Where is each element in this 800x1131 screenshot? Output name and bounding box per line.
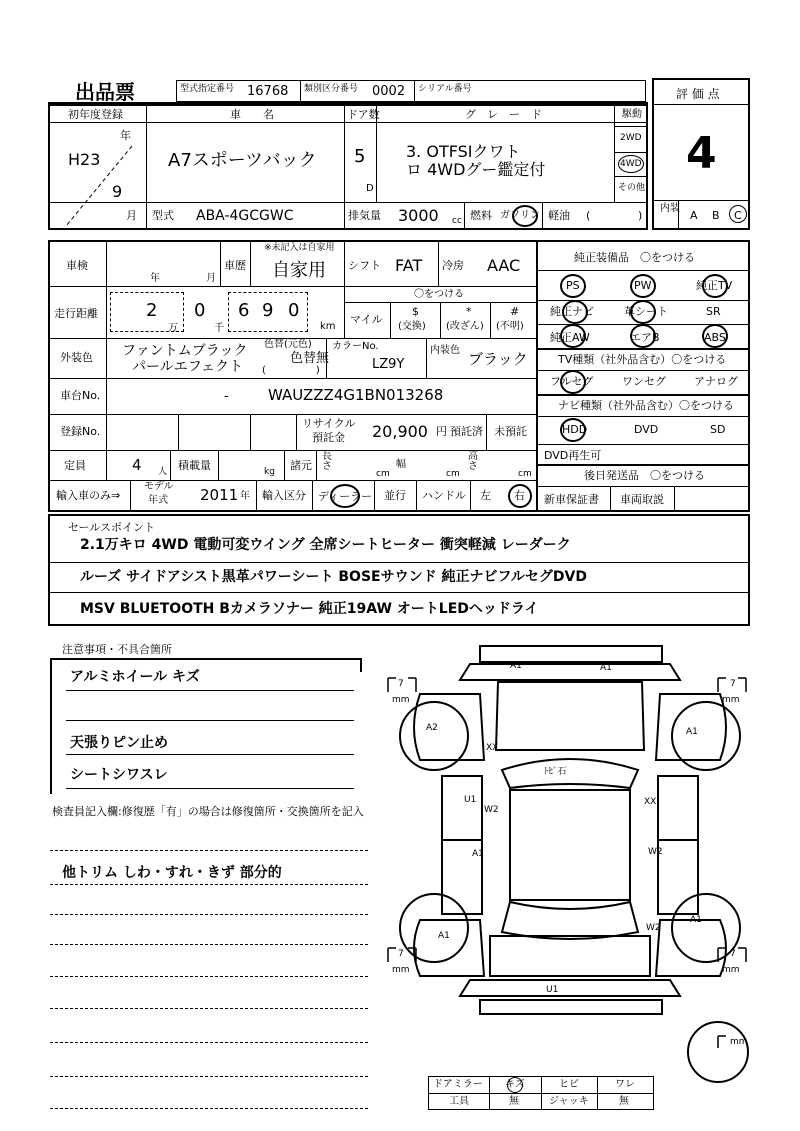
- drive-other: その他: [618, 183, 646, 193]
- chassis-value: WAUZZZ4G1BN013268: [268, 386, 444, 404]
- mileage-digit: 6: [238, 300, 250, 321]
- note-line: アルミホイール キズ: [70, 669, 200, 685]
- circle-mark: [512, 205, 538, 227]
- mileage-opt3-text: (不明): [496, 321, 524, 332]
- auth-no-label: 型式指定番号: [180, 84, 235, 94]
- handle-right: 右: [514, 489, 525, 502]
- paren-close: ): [638, 209, 643, 222]
- acc-scratch: キズ: [505, 1079, 525, 1090]
- damage-mark: U1: [464, 795, 477, 805]
- sales-point-line: ルーズ サイドアシスト黒革パワーシート BOSEサウンド 純正ナビフルセグDVD: [80, 569, 587, 585]
- damage-mark: ﾄﾋﾞ石: [544, 767, 567, 777]
- mileage-opt1-sym: $: [412, 305, 419, 318]
- note-line: シートシワスレ: [70, 767, 168, 783]
- circle-mark: [562, 300, 588, 324]
- equipment-table: [536, 240, 750, 512]
- color-no-value: LZ9Y: [372, 357, 405, 372]
- damage-mark: XX: [644, 797, 657, 807]
- damage-mark: W2: [646, 923, 661, 933]
- score-value: 4: [686, 128, 717, 179]
- displacement-label: 排気量: [348, 209, 381, 222]
- dims-unit: cm: [446, 469, 460, 479]
- recycle-label1: リサイクル: [302, 417, 356, 430]
- mileage-sen: 千: [214, 323, 224, 334]
- tire-depth: 7: [398, 679, 404, 689]
- shift-value: FAT: [395, 256, 423, 275]
- tire-unit: mm: [730, 1037, 748, 1047]
- circle-mark: [630, 274, 656, 298]
- equip-ps: PS: [566, 279, 580, 292]
- dims-length-label: 長さ: [322, 451, 332, 472]
- navi-dvd: DVD: [634, 423, 659, 436]
- dims-unit: cm: [518, 469, 532, 479]
- equip-navi: 純正ナビ: [550, 305, 594, 318]
- docs-manual: 車両取説: [620, 493, 664, 506]
- first-reg-month: 9: [112, 182, 123, 201]
- acc-crack: ヒビ: [559, 1079, 579, 1090]
- mileage-man: 万: [168, 323, 178, 334]
- history-note: ※未記入は自家用: [264, 243, 335, 253]
- score-box: [652, 78, 750, 230]
- load-unit: kg: [264, 467, 275, 477]
- damage-mark: A1: [690, 915, 702, 925]
- car-name-label: 車 名: [230, 108, 274, 121]
- import-category-label: 輸入区分: [262, 489, 306, 502]
- navi-sd: SD: [710, 423, 726, 436]
- handle-left: 左: [480, 489, 491, 502]
- class-no-label: 類別区分番号: [304, 84, 359, 94]
- circle-mark: [560, 370, 586, 394]
- ac-label: 冷房: [442, 259, 464, 272]
- acc-mirror-label: ドアミラー: [433, 1079, 483, 1090]
- damage-mark: U1: [546, 985, 559, 995]
- recycle-status1: 預託済: [450, 425, 483, 438]
- tv-oneseg: ワンセグ: [622, 375, 666, 388]
- circle-mark: [618, 155, 644, 173]
- color-no-label: カラーNo.: [332, 341, 379, 352]
- damage-mark: A1: [438, 931, 450, 941]
- recycle-status2: 未預託: [494, 425, 527, 438]
- equip-sr: SR: [706, 305, 721, 318]
- circle-mark: [330, 484, 360, 508]
- damage-mark: A2: [426, 723, 438, 733]
- tire-unit: mm: [722, 695, 740, 705]
- mileage-opt3-sym: #: [510, 305, 520, 318]
- first-reg-era: H23: [68, 150, 101, 169]
- sales-points-box: [48, 514, 750, 626]
- model-year-value: 2011: [200, 486, 239, 504]
- tire-depth: 7: [730, 679, 736, 689]
- model-label: 型式: [152, 209, 174, 222]
- mileage-opt2-sym: *: [466, 305, 472, 318]
- interior-grade-c: C: [734, 209, 742, 222]
- score-label: 評 価 点: [676, 87, 720, 101]
- exterior-color1: ファントムブラック: [122, 343, 248, 359]
- acc-jack-value: 無: [619, 1096, 629, 1107]
- equip-aw: 純正AW: [550, 331, 590, 344]
- acc-tools-value: 無: [509, 1096, 519, 1107]
- equip-leather: 革シート: [624, 305, 668, 318]
- inspector-label: 検査員記入欄:修復歴「有」の場合は修復箇所・交換箇所を記入: [52, 805, 364, 818]
- equip-abs: ABS: [704, 331, 726, 344]
- doors-value: 5: [354, 146, 366, 167]
- shift-label: シフト: [348, 259, 381, 272]
- inspection-year: 年: [150, 273, 160, 284]
- capacity-label: 定員: [64, 459, 86, 472]
- damage-mark: W2: [484, 805, 499, 815]
- recycle-unit: 円: [436, 425, 447, 438]
- sales-points-label: セールスポイント: [68, 521, 156, 534]
- exterior-change-label: 色替(元色): [264, 339, 312, 350]
- mileage-digit: 0: [288, 300, 300, 321]
- mileage-unit: km: [320, 321, 336, 332]
- grade-line1: 3. OTFSIクワト: [406, 142, 521, 161]
- tire-depth: 7: [398, 949, 404, 959]
- note-line: 天張りピン止め: [70, 735, 168, 751]
- circle-mark: [630, 300, 656, 324]
- tv-analog: アナログ: [694, 375, 738, 388]
- dims-label: 諸元: [290, 459, 312, 472]
- first-reg-label: 初年度登録: [68, 108, 123, 121]
- damage-mark: A1: [472, 849, 484, 859]
- dims-height-label: 高さ: [468, 451, 478, 472]
- interior-grade-label: 内装: [660, 203, 680, 214]
- acc-tools-label: 工具: [449, 1096, 469, 1107]
- navi-title: ナビ種類（社外品含む）〇をつける: [558, 399, 734, 412]
- tire-depth: 7: [730, 949, 736, 959]
- exterior-label: 外装色: [60, 351, 93, 364]
- tv-fullseg: フルセグ: [550, 375, 594, 388]
- tv-title: TV種類（社外品含む）〇をつける: [558, 353, 727, 366]
- displacement-unit: cc: [452, 216, 462, 226]
- circle-mark: [702, 324, 728, 348]
- equip-airbag: エアB: [630, 331, 660, 344]
- exterior-change-value: 色替無: [290, 351, 330, 366]
- equip-tv: 純正TV: [696, 279, 733, 292]
- serial-label: シリアル番号: [418, 84, 472, 94]
- dims-width-label: 幅: [396, 459, 406, 470]
- damage-mark: W2: [648, 847, 663, 857]
- drive-4wd: 4WD: [620, 159, 642, 169]
- fuel-label: 燃料: [470, 209, 492, 222]
- interior-value: ブラック: [468, 350, 528, 368]
- damage-mark: A1: [686, 727, 698, 737]
- model-year-label2: 年式: [148, 495, 168, 506]
- first-reg-month-unit: 月: [126, 209, 137, 222]
- fuel-selected: ガソリン: [500, 210, 540, 221]
- recycle-value: 20,900: [372, 422, 428, 441]
- circle-mark: [507, 1077, 523, 1093]
- circle-mark: [702, 274, 728, 298]
- recycle-label2: 預託金: [312, 431, 345, 444]
- mileage-circle-label: 〇をつける: [414, 289, 464, 300]
- damage-marks: [426, 661, 702, 995]
- import-parallel: 並行: [384, 489, 406, 502]
- circle-mark: [630, 324, 656, 348]
- damage-mark: A1: [510, 661, 522, 671]
- tire-unit: mm: [392, 965, 410, 975]
- circle-mark: [560, 418, 586, 442]
- history-value: 自家用: [272, 260, 326, 281]
- drive-label: 駆動: [622, 109, 642, 120]
- import-dealer: ディーラー: [318, 490, 373, 503]
- mileage-mile: マイル: [350, 313, 383, 326]
- model-year-label1: モデル: [144, 481, 174, 492]
- notes-label: 注意事項・不具合箇所: [62, 643, 172, 656]
- grade-label: グ レ ー ド: [465, 108, 542, 121]
- damage-mark: A1: [600, 663, 612, 673]
- exterior-color2: パールエフェクト: [132, 359, 244, 375]
- docs-warranty: 新車保証書: [544, 493, 599, 506]
- first-reg-slash: [64, 144, 134, 228]
- interior-label: 内装色: [430, 345, 460, 356]
- exterior-paren: ( ): [262, 365, 320, 376]
- drive-2wd: 2WD: [620, 133, 642, 143]
- vehicle-detail-table: [48, 240, 538, 512]
- class-no: 0002: [372, 84, 406, 99]
- damage-mark: XX: [486, 743, 499, 753]
- accessories-table: [428, 1076, 654, 1110]
- chassis-dash: -: [224, 389, 229, 404]
- displacement-value: 3000: [398, 206, 439, 225]
- first-reg-year-unit: 年: [120, 129, 131, 142]
- chassis-label: 車台No.: [60, 389, 101, 402]
- circle-mark: [508, 484, 532, 508]
- capacity-value: 4: [132, 456, 142, 474]
- registration-label: 登録No.: [60, 425, 101, 438]
- circle-mark: [729, 205, 747, 223]
- handle-label: ハンドル: [422, 489, 466, 502]
- tire-unit: mm: [722, 965, 740, 975]
- inspection-label: 車検: [66, 259, 88, 272]
- car-name-value: A7スポーツバック: [168, 150, 317, 171]
- model-value: ABA-4GCGWC: [196, 208, 294, 224]
- vehicle-basic-table: [48, 104, 648, 230]
- auth-no: 16768: [247, 84, 289, 99]
- equipment-title: 純正装備品 〇をつける: [574, 251, 695, 264]
- tire-unit: mm: [392, 695, 410, 705]
- sales-point-line: MSV BLUETOOTH Bカメラソナー 純正19AW オートLEDヘッドライ: [80, 601, 539, 617]
- inspection-month: 月: [206, 273, 216, 284]
- doors-label: ドア数: [347, 108, 380, 121]
- docs-title: 後日発送品 〇をつける: [584, 469, 705, 482]
- mileage-digit: 0: [194, 300, 206, 321]
- mileage-opt2-text: (改ざん): [446, 321, 484, 332]
- mileage-digit: 2: [146, 300, 158, 321]
- interior-grade-a: A: [690, 209, 698, 222]
- mileage-label: 走行距離: [54, 307, 98, 320]
- paren-open: (: [586, 209, 591, 222]
- page-title: 出品票: [75, 80, 135, 104]
- ac-value: AAC: [487, 256, 521, 275]
- doors-suffix: D: [366, 183, 374, 194]
- car-damage-diagram: [380, 640, 760, 1110]
- model-year-unit: 年: [240, 491, 250, 502]
- acc-jack-label: ジャッキ: [549, 1096, 589, 1107]
- circle-mark: [560, 274, 586, 298]
- dims-unit: cm: [376, 469, 390, 479]
- mileage-opt1-text: (交換): [398, 321, 426, 332]
- load-label: 積載量: [178, 459, 211, 472]
- mileage-digit: 9: [262, 300, 274, 321]
- fuel-alt: 軽油: [548, 209, 570, 222]
- equip-pw: PW: [634, 279, 652, 292]
- circle-mark: [560, 324, 586, 348]
- import-label: 輸入車のみ⇒: [56, 489, 121, 502]
- header-id-row: [176, 80, 646, 102]
- interior-grade-b: B: [712, 209, 720, 222]
- sales-point-line: 2.1万キロ 4WD 電動可変ウイング 全席シートヒーター 衝突軽減 レーダーク: [80, 537, 571, 553]
- grade-line2: ロ 4WDグー鑑定付: [406, 160, 546, 179]
- acc-break: ワレ: [615, 1079, 635, 1090]
- history-label: 車歴: [224, 259, 246, 272]
- navi-dvd-play: DVD再生可: [544, 449, 602, 462]
- inspector-line: 他トリム しわ・すれ・きず 部分的: [62, 865, 282, 881]
- navi-hdd: HDD: [562, 423, 588, 436]
- capacity-unit: 人: [158, 467, 168, 477]
